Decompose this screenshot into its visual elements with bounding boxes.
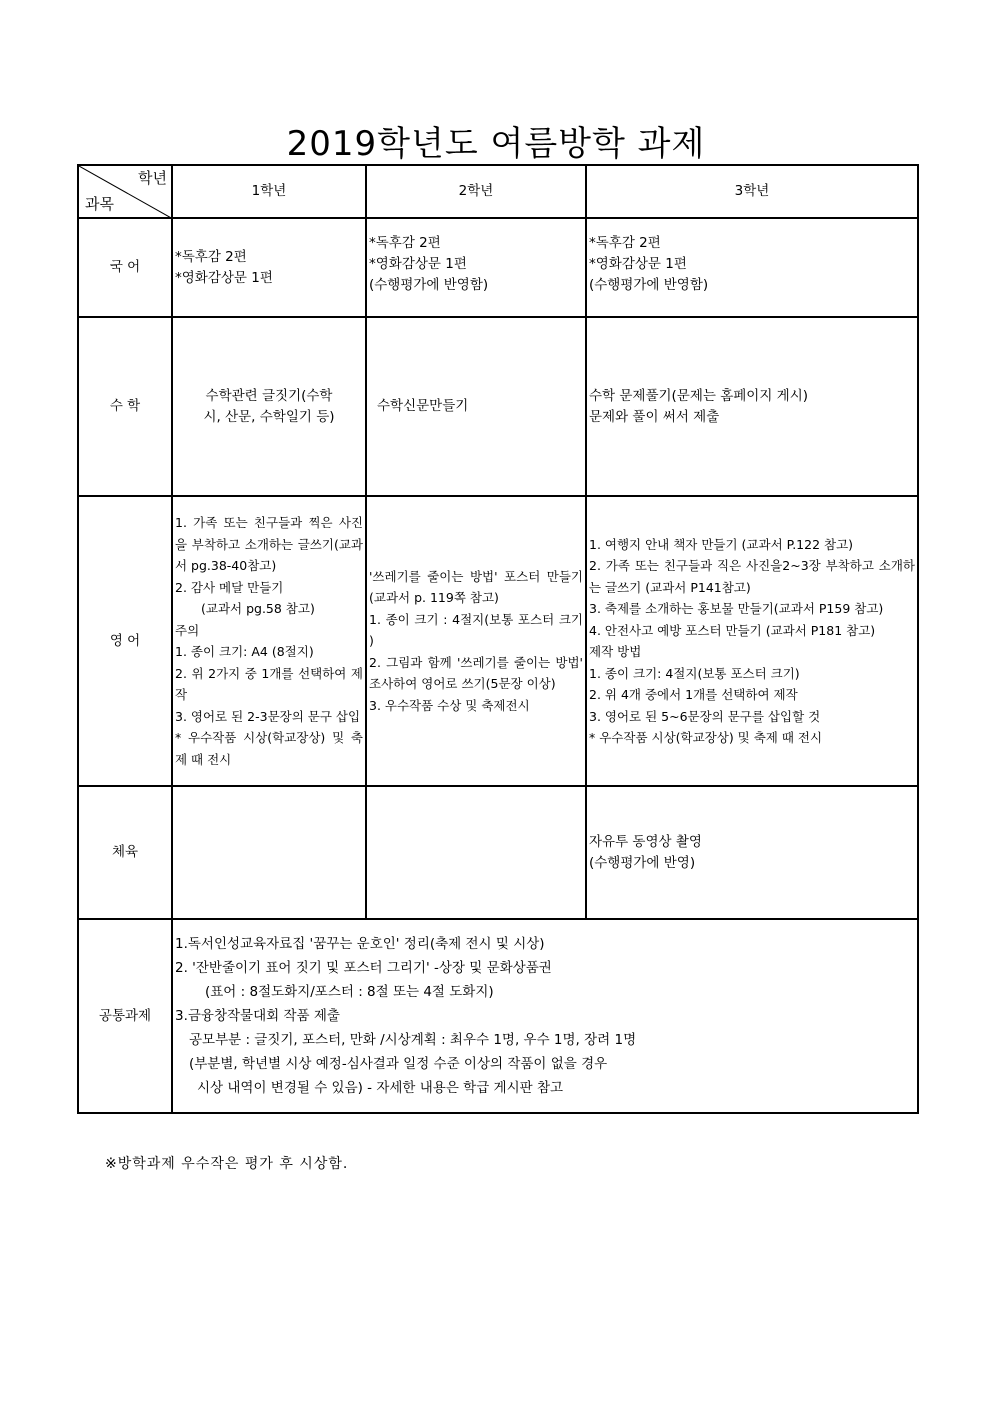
korean-g2-line: *독후감 2편 xyxy=(369,235,441,251)
header-row xyxy=(78,165,918,218)
math-grade-3 xyxy=(586,317,918,496)
math-g3-line: 문제와 풀이 써서 제출 xyxy=(589,408,720,425)
english-g3-item: * 우수작품 시상(학교장상) 및 축제 때 전시 xyxy=(589,730,823,745)
pe-grade-1 xyxy=(172,786,366,919)
common-content xyxy=(172,919,918,1113)
common-line: 시상 내역이 변경될 수 있음) - 자세한 내용은 학급 게시판 참고 xyxy=(197,1080,564,1096)
grade-1-header: 1학년 xyxy=(172,165,366,218)
korean-grade-2 xyxy=(366,218,586,317)
math-row xyxy=(78,317,918,496)
footnote: ※방학과제 우수작은 평가 후 시상함. xyxy=(105,1156,349,1172)
math-grade-2 xyxy=(366,317,586,496)
pe-subject: 체육 xyxy=(78,786,172,919)
grade-2-header: 2학년 xyxy=(366,165,586,218)
english-g1-item: 주의 xyxy=(175,622,200,638)
common-line: 공모부분 : 글짓기, 포스터, 만화 /시상계획 : 최우수 1명, 우수 1명, 장려 1명 xyxy=(189,1032,637,1048)
english-grade-3 xyxy=(586,496,918,786)
korean-g1-line: *영화감상문 1편 xyxy=(175,269,273,286)
grade-axis-label: 학년 xyxy=(138,169,167,187)
korean-grade-1 xyxy=(172,218,366,317)
english-grade-2 xyxy=(366,496,586,786)
english-g2-item: 1. 종이 크기 : 4절지(보통 포스터 크기 ) xyxy=(369,611,583,649)
pe-g3-line: (수행평가에 반영) xyxy=(589,854,696,871)
common-subject: 공통과제 xyxy=(78,919,172,1113)
english-g3-item: 2. 위 4개 중에서 1개를 선택하여 제작 xyxy=(589,687,798,702)
english-g1-item: * 우수작품 시상(학교장상) 및 축제 때 전시 xyxy=(175,730,363,767)
korean-g3-line: *영화감상문 1편 xyxy=(589,256,687,272)
math-g2-line: 수학신문만들기 xyxy=(377,398,469,414)
english-g1-item: (교과서 pg.58 참고) xyxy=(201,601,315,616)
english-grade-1 xyxy=(172,496,366,786)
english-g1-item: 1. 종이 크기: A4 (8절지) xyxy=(175,644,314,659)
grade-3-header: 3학년 xyxy=(586,165,918,218)
korean-g1-line: *독후감 2편 xyxy=(175,248,247,265)
english-g1-item: 2. 위 2가지 중 1개를 선택하여 제작 xyxy=(175,665,363,702)
english-g3-item: 1. 종이 크기: 4절지(보통 포스터 크기) xyxy=(589,665,800,681)
subject-axis-label: 과목 xyxy=(85,195,114,213)
english-g3-item: 3. 축제를 소개하는 홍보물 만들기(교과서 P159 참고) xyxy=(589,601,884,616)
common-line: 3.금융창작물대회 작품 제출 xyxy=(175,1008,340,1024)
english-g2-item: '쓰레기를 줄이는 방법' 포스터 만들기 (교과서 p. 119쪽 참고) xyxy=(369,568,583,606)
math-grade-1 xyxy=(172,317,366,496)
korean-row xyxy=(78,218,918,317)
korean-g2-line: *영화감상문 1편 xyxy=(369,256,467,272)
english-g1-item: 2. 감사 메달 만들기 xyxy=(175,579,284,595)
english-g3-item: 제작 방법 xyxy=(589,644,642,659)
korean-subject: 국 어 xyxy=(78,218,172,317)
english-g1-item: 3. 영어로 된 2-3문장의 문구 삽입 xyxy=(175,708,361,724)
math-g1-line: 시, 산문, 수학일기 등) xyxy=(203,408,335,425)
math-g1-line: 수학관련 글짓기(수학 xyxy=(205,387,333,404)
english-g2-item: 2. 그림과 함께 '쓰레기를 줄이는 방법' 조사하여 영어로 쓰기(5문장 이상) xyxy=(369,654,583,692)
common-line: (부분별, 학년별 시상 예정-심사결과 일정 수준 이상의 작품이 없을 경우 xyxy=(189,1056,608,1072)
math-g3-line: 수학 문제풀기(문제는 홈페이지 게시) xyxy=(589,387,809,404)
korean-grade-3 xyxy=(586,218,918,317)
pe-grade-3 xyxy=(586,786,918,919)
common-row xyxy=(78,919,918,1113)
common-line: (표어 : 8절도화지/포스터 : 8절 또는 4절 도화지) xyxy=(205,984,494,1000)
common-line: 1.독서인성교육자료집 '꿈꾸는 운호인' 정리(축제 전시 및 시상) xyxy=(175,936,545,952)
pe-g3-line: 자유투 동영상 촬영 xyxy=(589,833,702,850)
korean-g2-line: (수행평가에 반영함) xyxy=(369,277,489,293)
english-g2-item: 3. 우수작품 수상 및 축제전시 xyxy=(369,697,530,713)
english-subject: 영 어 xyxy=(78,496,172,786)
english-g3-item: 4. 안전사고 예방 포스터 만들기 (교과서 P181 참고) xyxy=(589,622,876,638)
korean-g3-line: (수행평가에 반영함) xyxy=(589,277,709,293)
pe-grade-2 xyxy=(366,786,586,919)
diagonal-header-cell xyxy=(78,165,172,218)
pe-row xyxy=(78,786,918,919)
english-g3-item: 2. 가족 또는 친구들과 직은 사진을2~3장 부착하고 소개하는 글쓰기 (교과서 P141참고) xyxy=(589,558,915,595)
assignment-table xyxy=(77,164,919,1114)
page-title: 2019학년도 여름방학 과제 xyxy=(286,124,706,164)
english-g1-item: 1. 가족 또는 친구들과 찍은 사진을 부착하고 소개하는 글쓰기(교과서 pg.38-40참고) xyxy=(175,515,363,573)
common-line: 2. '잔반줄이기 표어 짓기 및 포스터 그리기' -상장 및 문화상품권 xyxy=(175,960,552,976)
english-g3-item: 1. 여행지 안내 책자 만들기 (교과서 P.122 참고) xyxy=(589,536,854,552)
math-subject: 수 학 xyxy=(78,317,172,496)
english-g3-item: 3. 영어로 된 5~6문장의 문구를 삽입할 것 xyxy=(589,708,821,724)
english-row xyxy=(78,496,918,786)
korean-g3-line: *독후감 2편 xyxy=(589,235,661,251)
